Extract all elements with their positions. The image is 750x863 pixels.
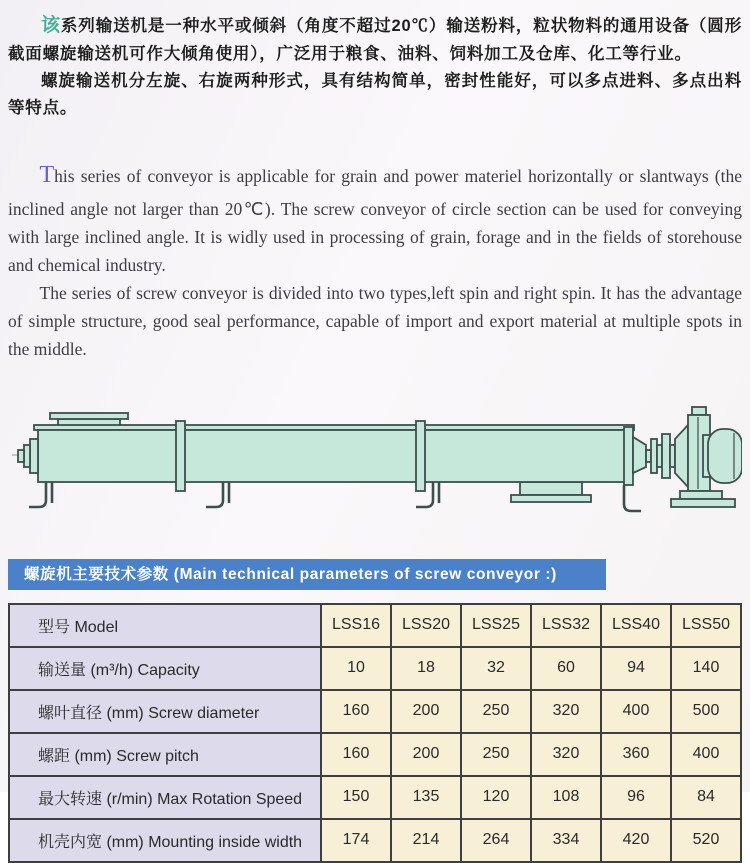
table-cell: 420	[601, 819, 671, 862]
model-cell: LSS32	[531, 604, 601, 647]
model-cell: LSS50	[671, 604, 741, 647]
table-cell: 96	[601, 776, 671, 819]
end-flange	[624, 427, 633, 485]
table-row-model	[9, 604, 741, 647]
flange-joint	[416, 421, 425, 491]
row-label-mounting-inside-width: 机壳内宽 (mm) Mounting inside width	[9, 819, 321, 862]
table-cell: 174	[321, 819, 391, 862]
support-leg	[29, 482, 46, 507]
table-cell: 320	[531, 690, 601, 733]
table-cell: 520	[671, 819, 741, 862]
table-row-screw-diameter	[9, 690, 741, 733]
drive-pedestal	[680, 491, 722, 499]
gearbox-bell	[675, 425, 688, 487]
table-cell: 320	[531, 733, 601, 776]
row-label-capacity: 输送量 (m³/h) Capacity	[9, 647, 321, 690]
table-cell: 120	[461, 776, 531, 819]
table-cell: 108	[531, 776, 601, 819]
row-label-screw-diameter: 螺叶直径 (mm) Screw diameter	[9, 690, 321, 733]
table-cell: 214	[391, 819, 461, 862]
table-cell: 334	[531, 819, 601, 862]
english-paragraph-1-text: his series of conveyor is applicable for grain and power materiel horizontally or slantways (the inclined angle not larger than 20℃). The screw conveyor of circle section can be used for conveying with large inclined angle. It is widly used in processing of grain, forage and in the fields of storehouse and chemical industry.	[8, 166, 742, 275]
reducer-cone	[633, 437, 646, 473]
table-cell: 200	[391, 733, 461, 776]
english-paragraph-1	[8, 156, 742, 278]
support-leg	[624, 485, 641, 511]
table-title-text: 螺旋机主要技术参数 (Main technical parameters of screw conveyor :)	[24, 565, 557, 583]
model-cell: LSS40	[601, 604, 671, 647]
table-cell: 360	[601, 733, 671, 776]
table-cell: 84	[671, 776, 741, 819]
spec-table	[8, 603, 742, 863]
row-label-model: 型号 Model	[9, 604, 321, 647]
table-row-max-rotation-speed	[9, 776, 741, 819]
model-cell: LSS25	[461, 604, 531, 647]
table-cell: 10	[321, 647, 391, 690]
conveyor-tube	[38, 430, 628, 482]
table-cell: 60	[531, 647, 601, 690]
discharge-outlet-neck	[520, 482, 582, 495]
table-cell: 250	[461, 733, 531, 776]
table-title-banner	[8, 559, 606, 590]
table-cell: 32	[461, 647, 531, 690]
support-leg	[206, 482, 223, 507]
discharge-outlet-flange	[511, 495, 591, 502]
model-cell: LSS20	[391, 604, 461, 647]
left-shaft-tip	[18, 450, 24, 462]
table-row-screw-pitch	[9, 733, 741, 776]
row-label-screw-pitch: 螺距 (mm) Screw pitch	[9, 733, 321, 776]
chinese-initial-char: 该	[41, 15, 61, 36]
table-row-capacity	[9, 647, 741, 690]
english-paragraph-2: The series of screw conveyor is divided into two types,left spin and right spin. It has the advantage of simple structure, good seal performance, capable of import and export material at multiple spots in the middle.	[8, 282, 742, 359]
coupling-disc	[662, 434, 670, 478]
table-cell: 250	[461, 690, 531, 733]
table-cell: 400	[601, 690, 671, 733]
model-cell: LSS16	[321, 604, 391, 647]
table-cell: 160	[321, 733, 391, 776]
table-cell: 135	[391, 776, 461, 819]
flange-joint	[176, 421, 185, 491]
table-row-mounting-inside-width	[9, 819, 741, 862]
english-intro-section	[8, 156, 742, 362]
table-cell: 500	[671, 690, 741, 733]
chinese-intro-section	[8, 10, 742, 122]
table-cell: 200	[391, 690, 461, 733]
table-cell: 94	[601, 647, 671, 690]
table-cell: 18	[391, 647, 461, 690]
table-cell: 264	[461, 819, 531, 862]
chinese-paragraph-1-text: 系列输送机是一种水平或倾斜（角度不超过20℃）输送粉料，粒状物料的通用设备（圆形截面螺旋输送机可作大倾角使用），广泛用于粮食、油料、饲料加工及仓库、化工等行业。	[8, 17, 742, 64]
table-cell: 160	[321, 690, 391, 733]
chinese-paragraph-1	[8, 10, 742, 68]
conveyor-diagram-svg	[8, 377, 742, 537]
coupling-disc	[651, 439, 657, 473]
gearbox-cap	[692, 407, 706, 415]
conveyor-diagram	[8, 377, 742, 537]
table-cell: 150	[321, 776, 391, 819]
english-initial-char: T	[39, 162, 55, 189]
row-label-max-rotation-speed: 最大转速 (r/min) Max Rotation Speed	[9, 776, 321, 819]
motor-body	[708, 429, 742, 483]
table-cell: 140	[671, 647, 741, 690]
table-cell: 400	[671, 733, 741, 776]
drive-base-plate	[671, 499, 735, 507]
inlet-flange	[50, 413, 128, 419]
left-end-cap	[30, 439, 38, 473]
chinese-paragraph-2: 螺旋输送机分左旋、右旋两种形式，具有结构简单，密封性能好，可以多点进料、多点出料等特点。	[8, 72, 742, 118]
